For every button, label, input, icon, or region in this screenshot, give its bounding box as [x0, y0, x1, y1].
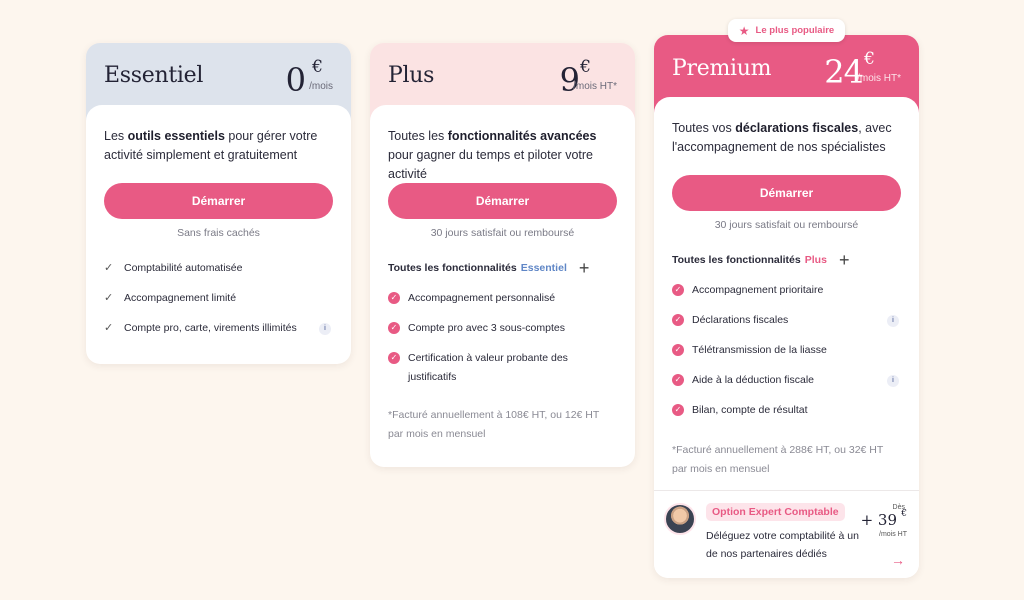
check-circle-icon: ✓: [672, 374, 684, 386]
check-icon: ✓: [104, 292, 114, 304]
price-unit: /mois HT*: [857, 73, 901, 84]
arrow-right-icon[interactable]: →: [891, 552, 905, 568]
plan-link-plus[interactable]: Plus: [804, 254, 827, 266]
info-icon[interactable]: i: [887, 375, 899, 387]
check-circle-icon: ✓: [388, 322, 400, 334]
plan-name: Essentiel: [104, 63, 204, 88]
avatar: [664, 503, 696, 535]
feature-item: ✓ Accompagnement prioritaire: [672, 281, 905, 311]
feature-item: ✓ Accompagnement limité: [104, 289, 337, 319]
expand-plus-icon[interactable]: +: [578, 258, 590, 278]
price-unit: /mois HT*: [573, 81, 617, 92]
feature-group-header: Toutes les fonctionnalités Essentiel +: [388, 258, 590, 278]
plan-price: [253, 57, 333, 97]
price-unit: /mois: [309, 81, 333, 92]
feature-item: ✓ Aide à la déduction fiscale i: [672, 371, 905, 401]
price-currency: €: [312, 57, 323, 77]
expand-plus-icon[interactable]: +: [838, 250, 850, 270]
price-currency: €: [864, 49, 875, 69]
expert-option-badge: Option Expert Comptable: [706, 503, 845, 521]
plan-name: Plus: [388, 63, 435, 88]
plan-description: Les outils essentiels pour gérer votre activité simplement et gratuitement: [104, 129, 318, 162]
expert-price: [861, 511, 909, 531]
expert-option-description: Déléguez votre comptabilité à un de nos partenaires dédiés: [706, 530, 859, 560]
plan-body: [370, 105, 635, 467]
feature-item: ✓ Certification à valeur probante des justificatifs: [388, 349, 588, 393]
billing-note: *Facturé annuellement à 288€ HT, ou 32€ HT par mois en mensuel: [672, 444, 884, 475]
price-amount: 0: [285, 61, 305, 99]
plan-body: [654, 97, 919, 578]
check-circle-icon: ✓: [388, 292, 400, 304]
feature-list: [672, 281, 905, 431]
check-circle-icon: ✓: [672, 314, 684, 326]
feature-item: ✓ Bilan, compte de résultat: [672, 401, 905, 431]
feature-item: ✓ Compte pro, carte, virements illimités i: [104, 319, 337, 349]
expert-price-currency: €: [901, 509, 907, 519]
info-icon[interactable]: i: [319, 323, 331, 335]
info-icon[interactable]: i: [887, 315, 899, 327]
plan-card-premium: [654, 35, 919, 578]
popular-badge-label: Le plus populaire: [755, 25, 835, 36]
billing-note: *Facturé annuellement à 108€ HT, ou 12€ HT par mois en mensuel: [388, 409, 600, 440]
feature-item: ✓ Comptabilité automatisée: [104, 259, 337, 289]
expert-price-unit: /mois HT: [879, 531, 907, 538]
plan-description: Toutes les fonctionnalités avancées pour gagner du temps et piloter votre activité: [388, 129, 597, 181]
plan-price: [537, 57, 617, 97]
price-amount: 24: [824, 53, 863, 91]
feature-item: ✓ Déclarations fiscales i: [672, 311, 905, 341]
plan-subtext: 30 jours satisfait ou remboursé: [714, 219, 859, 231]
start-button[interactable]: Démarrer: [388, 183, 617, 219]
expert-option[interactable]: [654, 490, 919, 578]
plan-price: [806, 49, 901, 89]
feature-list: [388, 289, 621, 393]
popular-badge: [728, 19, 845, 42]
price-currency: €: [580, 57, 591, 77]
feature-group-header: Toutes les fonctionnalités Plus +: [672, 250, 850, 270]
plan-body: [86, 105, 351, 364]
feature-item: ✓ Télétransmission de la liasse: [672, 341, 905, 371]
plan-name: Premium: [672, 56, 772, 81]
check-icon: ✓: [104, 322, 114, 334]
star-icon: ★: [738, 23, 750, 38]
plan-link-essentiel[interactable]: Essentiel: [520, 262, 567, 274]
feature-list: [104, 259, 337, 349]
plan-subtext: Sans frais cachés: [177, 227, 260, 239]
expert-price-amount: + 39: [860, 511, 897, 529]
start-button[interactable]: Démarrer: [672, 175, 901, 211]
check-circle-icon: ✓: [672, 284, 684, 296]
plan-description: Toutes vos déclarations fiscales, avec l'accompagnement de nos spécialistes: [672, 121, 892, 154]
plan-card-plus: [370, 43, 635, 467]
feature-item: ✓ Accompagnement personnalisé: [388, 289, 621, 319]
start-button[interactable]: Démarrer: [104, 183, 333, 219]
price-amount: 9: [559, 61, 579, 99]
check-circle-icon: ✓: [388, 352, 400, 364]
plan-card-essentiel: [86, 43, 351, 364]
check-circle-icon: ✓: [672, 404, 684, 416]
feature-item: ✓ Compte pro avec 3 sous-comptes: [388, 319, 621, 349]
check-icon: ✓: [104, 262, 114, 274]
check-circle-icon: ✓: [672, 344, 684, 356]
expert-price-from: Dès: [892, 504, 905, 511]
plan-subtext: 30 jours satisfait ou remboursé: [430, 227, 575, 239]
